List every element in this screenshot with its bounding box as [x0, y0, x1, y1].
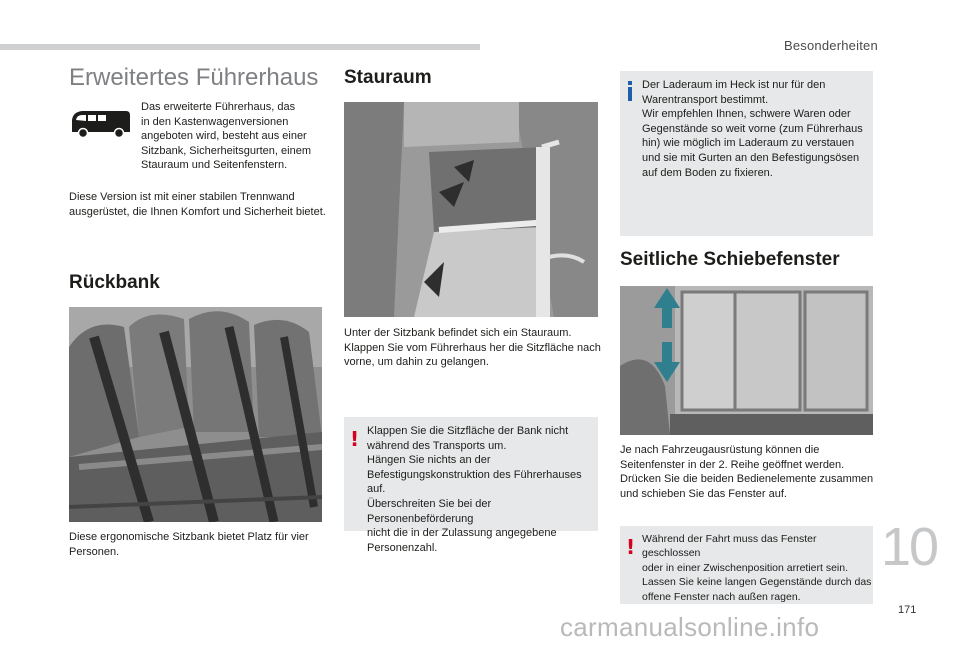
warning-line: während des Transports um. — [367, 439, 507, 452]
chapter-number: 10 — [881, 517, 938, 577]
schiebefenster-warning-box — [620, 526, 873, 604]
intro-text — [141, 100, 311, 173]
info-line: Warentransport bestimmt. — [642, 93, 769, 106]
info-line: Der Laderaum im Heck ist nur für den — [642, 79, 826, 91]
body-line: ausgerüstet, die Ihnen Komfort und Sicherheit bietet. — [69, 205, 326, 218]
intro-line: Das erweiterte Führerhaus, das — [141, 101, 296, 113]
warning-line: Befestigungskonstruktion des Führerhauses auf. — [367, 468, 582, 496]
heading-schiebefenster: Seitliche Schiebefenster — [620, 249, 840, 270]
warning-line: offene Fenster nach außen ragen. — [642, 590, 801, 603]
intro-line: Sitzbank, Sicherheitsgurten, einem — [141, 144, 311, 157]
warning-icon: ! — [350, 427, 360, 451]
rueckbank-caption — [69, 530, 309, 559]
rear-bench-photo — [69, 307, 322, 522]
caption-line: Diese ergonomische Sitzbank bietet Platz für vier — [69, 531, 309, 543]
caption-line: vorne, um dahin zu gelangen. — [344, 356, 489, 369]
page-title: Erweitertes Führerhaus — [69, 64, 319, 91]
caption-line: Seitenfenster in der 2. Reihe geöffnet werden. — [620, 458, 845, 471]
warning-text — [367, 424, 598, 555]
warning-line: Während der Fahrt muss das Fenster geschlossen — [642, 533, 817, 560]
intro-line: in den Kastenwagenversionen — [141, 115, 289, 128]
caption-line: Personen. — [69, 545, 120, 558]
sliding-window-photo — [620, 286, 873, 435]
caption-line: und schieben Sie das Fenster auf. — [620, 487, 787, 500]
warning-line: Überschreiten Sie bei der Personenbeförderung — [367, 497, 492, 525]
page-number: 171 — [898, 604, 917, 616]
info-line: Gegenstände so weit vorne (zum Führerhaus — [642, 122, 863, 135]
warning-line: Personenzahl. — [367, 541, 438, 554]
body-line: Diese Version ist mit einer stabilen Trennwand — [69, 191, 295, 203]
warning-line: Lassen Sie keine langen Gegenstände durch das — [642, 576, 872, 589]
info-line: und sie mit Gurten an den Befestigungsösen — [642, 151, 860, 164]
heading-rueckbank: Rückbank — [69, 272, 160, 293]
warning-line: nicht die in der Zulassung angegebene — [367, 527, 557, 540]
watermark: carmanualsonline.info — [560, 612, 820, 642]
stauraum-warning-box — [344, 417, 598, 554]
van-icon — [70, 108, 132, 138]
schiebefenster-caption — [620, 443, 873, 501]
stauraum-caption — [344, 326, 601, 370]
warning-line: oder in einer Zwischenposition arretiert sein. — [642, 561, 849, 574]
info-line: auf dem Boden zu fixieren. — [642, 166, 773, 179]
warning-text — [642, 532, 873, 604]
info-text — [642, 78, 863, 180]
heading-stauraum: Stauraum — [344, 67, 432, 88]
header-bar — [0, 44, 480, 50]
warning-line: Klappen Sie die Sitzfläche der Bank nicht — [367, 425, 569, 437]
caption-line: Klappen Sie vom Führerhaus her die Sitzfläche nach — [344, 341, 601, 354]
warning-line: Hängen Sie nichts an der — [367, 454, 491, 467]
info-line: hin) wie möglich im Laderaum zu verstauen — [642, 137, 855, 150]
storage-photo — [344, 102, 598, 317]
caption-line: Unter der Sitzbank befindet sich ein Stauraum. — [344, 327, 572, 339]
info-icon — [627, 81, 633, 101]
info-line: Wir empfehlen Ihnen, schwere Waren oder — [642, 108, 851, 121]
caption-line: Je nach Fahrzeugausrüstung können die — [620, 444, 820, 456]
intro-line: angeboten wird, besteht aus einer — [141, 130, 307, 143]
body-text — [69, 190, 326, 219]
caption-line: Drücken Sie die beiden Bedienelemente zusammen — [620, 473, 874, 486]
warning-icon: ! — [626, 535, 636, 559]
intro-line: Stauraum und Seitenfenstern. — [141, 159, 288, 172]
info-box — [620, 71, 873, 236]
section-label: Besonderheiten — [784, 38, 878, 53]
